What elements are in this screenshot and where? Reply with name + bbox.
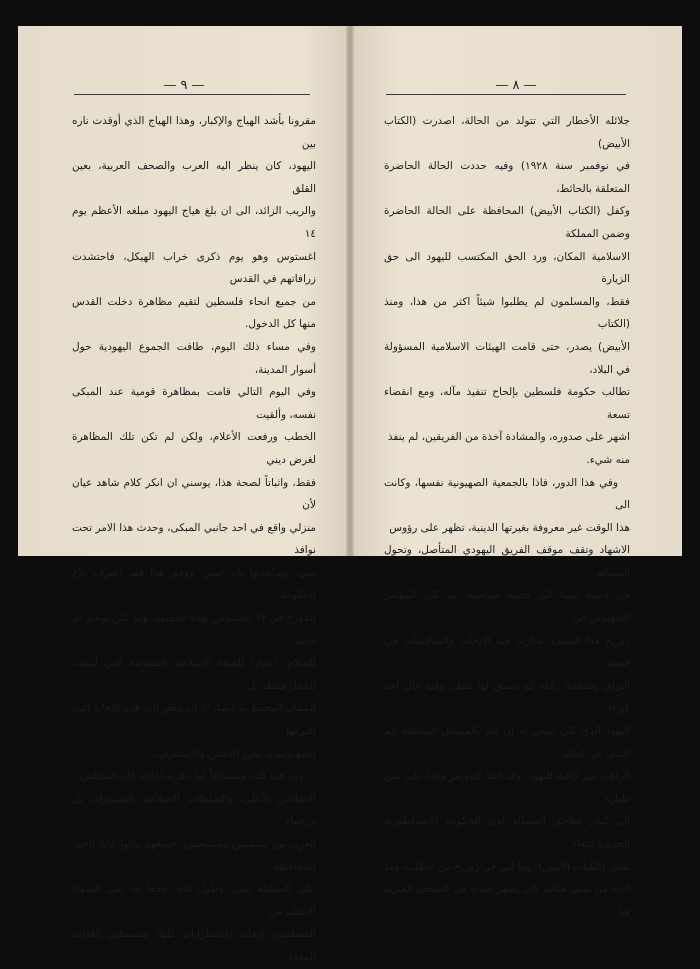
header-rule-left <box>74 94 310 95</box>
text-line: الى لندن ليلاحق المسألة لدى الحكومة الامبراطورية الجديدة ابتغاء <box>384 815 630 850</box>
text-line: الاسلامية المكان، ورد الحق المكتسب لليهود الى حق الزيارة <box>384 250 630 286</box>
text-line: فقط، واثباتاً لصحة هذا، يوسني ان انكر كلام شاهد عيان لأن <box>72 476 316 512</box>
text-line: الصهيونيون، بعين الدهش والاستغراب. <box>152 747 316 760</box>
text-line: والريب الزائد، الى ان بلغ هياج اليهود مبلغه الأعظم يوم ١٤ <box>72 205 316 240</box>
right-page-text <box>384 110 630 923</box>
text-line: من قضية دينية الى قضية سياسية. ثم كان المؤتمر الصهيوني في <box>384 589 630 625</box>
text-line: تطالب حكومة فلسطين بإلحاح تنفيذ مآله، ومع انقضاء تسعة <box>384 386 630 421</box>
text-line: وفي هذا الدور، فاذا بالجمعية الصهيونية نفسها، وكانت الى <box>384 476 630 512</box>
text-line: وفي اليوم التالي قامت بمظاهرة قومية عند المبكى نفسه، وألقيت <box>72 386 316 421</box>
text-line: المؤرخ في ١٧ اغستوس بهذه الحقيقة. ولم يكن بوسع اي محب <box>71 612 316 647</box>
text-line: البراق بحماسة رائعة لم يسبق لها مثيل. وفيه قال احد كبراء <box>384 679 630 715</box>
text-line: المسلمين، اوقات الاضطرابات كلها، متمسكين باهداب المدوء <box>72 928 316 963</box>
text-line: وكفل (الكتاب الأبيض) المحافظة على الحالة الحاضرة وضمن المملكة <box>384 205 630 240</box>
text-line: جلائله الأخطار التي تتولد من الحالة، اصدرت (الكتاب الأبيض) <box>384 115 630 150</box>
text-line: وفي مساء ذلك اليوم، طافت الجموع اليهودية حول أسوار المدينة، <box>72 340 316 376</box>
text-line: الخطب ورفعت الأعلام، ولكن لم تكن تلك المظاهرة لغرض ديني <box>72 431 316 466</box>
page-number-right: — ٨ — <box>495 78 537 93</box>
text-line: اشهر على صدوره، والمشادة آخذة من الفريقين، لم ينفذ <box>387 431 630 444</box>
text-line: منه شيء. <box>586 453 630 466</box>
header-rule-right <box>386 94 626 95</box>
text-line: زوريخ هذا الصيف، فدارت فيه الابحاث والمناقشات في قضية <box>384 634 630 670</box>
text-line: على السكينة بصبر وطول اناة، وحقاً قد بقي السواد الاعظم من <box>72 883 316 918</box>
text-line: مقرونا بأشد الهياج والإكبار، وهذا الهياج الذي أوقدت ناره بين <box>72 115 316 150</box>
left-page <box>18 26 350 963</box>
text-line: العرب من مسلمين ومسيحيين، جميعهم بذلوا غاية الجهد للمحافظة <box>72 838 316 873</box>
book-gutter <box>346 26 354 556</box>
text-line: هذا الوقت غير معروفة بغيرتها الدينية، تظهر على رؤوس <box>389 521 630 534</box>
text-line: اليهود الذي كان ينبغي له ان يلم بالمسائل المتعلقة اتم المام، ان الحالة <box>384 725 630 760</box>
text-line: الراهنة غير كافية لليهود. وقد انفذ المؤتمر وفداً على متن طيارة <box>384 770 630 805</box>
text-line: في نوفمبر سنة ١٩٢٨) وفيه حددت الحالة الحاضرة المتعلقة بالحائط، <box>384 160 630 195</box>
text-line: اغستوس وهو يوم ذكرى خراب الهيكل، فاحتشدت زرافاتهم في القدس <box>72 250 316 286</box>
right-page <box>350 26 682 918</box>
text-line: اتخذ من تدبير هناك، كان يظهر صداه في الصحف العبرية هنا <box>384 883 630 918</box>
text-line: الاشهاد وتقف موقف الفريق اليهودي المتأصل، وتحول المسألة <box>384 544 630 579</box>
text-line: بيتي، وشاهدتها بأم عيني. ووفق هذا فقد اعترف بلاغ الحكومة <box>72 566 316 602</box>
left-page-text <box>72 110 316 969</box>
text-line: ومع هذا كله، ومصداقاً لما ذكرته اعلاه، فان المجلس <box>80 770 304 783</box>
text-line: الأبيض) يصدر، حتى قامت الهيئات الاسلامية المسؤولة في البلاد، <box>384 340 630 376</box>
page-number-left: — ٩ — <box>163 78 205 93</box>
text-line: الاسلامي الأعلى، والسلطات الاسلامية المسؤولة، بل وزعماء <box>72 792 316 828</box>
text-line: من جميع انحاء فلسطين لتقيم مظاهرة دخلت القدس منها كل الدخول. <box>72 295 316 331</box>
text-line: للمكان المحيط به ايضاً، الا ان ينظر الى هذه الاهانة التي اقترفها <box>72 702 316 738</box>
text-line: نقض (الكتاب الأبيض). وما اتى في زوريخ من خطاب، وما <box>385 860 630 873</box>
text-line: اليهود، كان ينظر اليه العرب والصحف العربية، بعين القلق <box>72 160 316 195</box>
text-line: منزلي واقع في احد جانبي المبكى، وحدث هذا الامر تحت نوافذ <box>72 521 316 557</box>
text-line: للسلام، اعتباراً للصفة الاسلامية المقدسة التي ليست للجدار فقط، بل <box>72 657 316 692</box>
open-booklet <box>18 26 682 963</box>
text-line: فقط، والمسلمون لم يطلبوا شيئاً اكثر من هذا، ومنذ (الكتاب <box>384 295 630 331</box>
